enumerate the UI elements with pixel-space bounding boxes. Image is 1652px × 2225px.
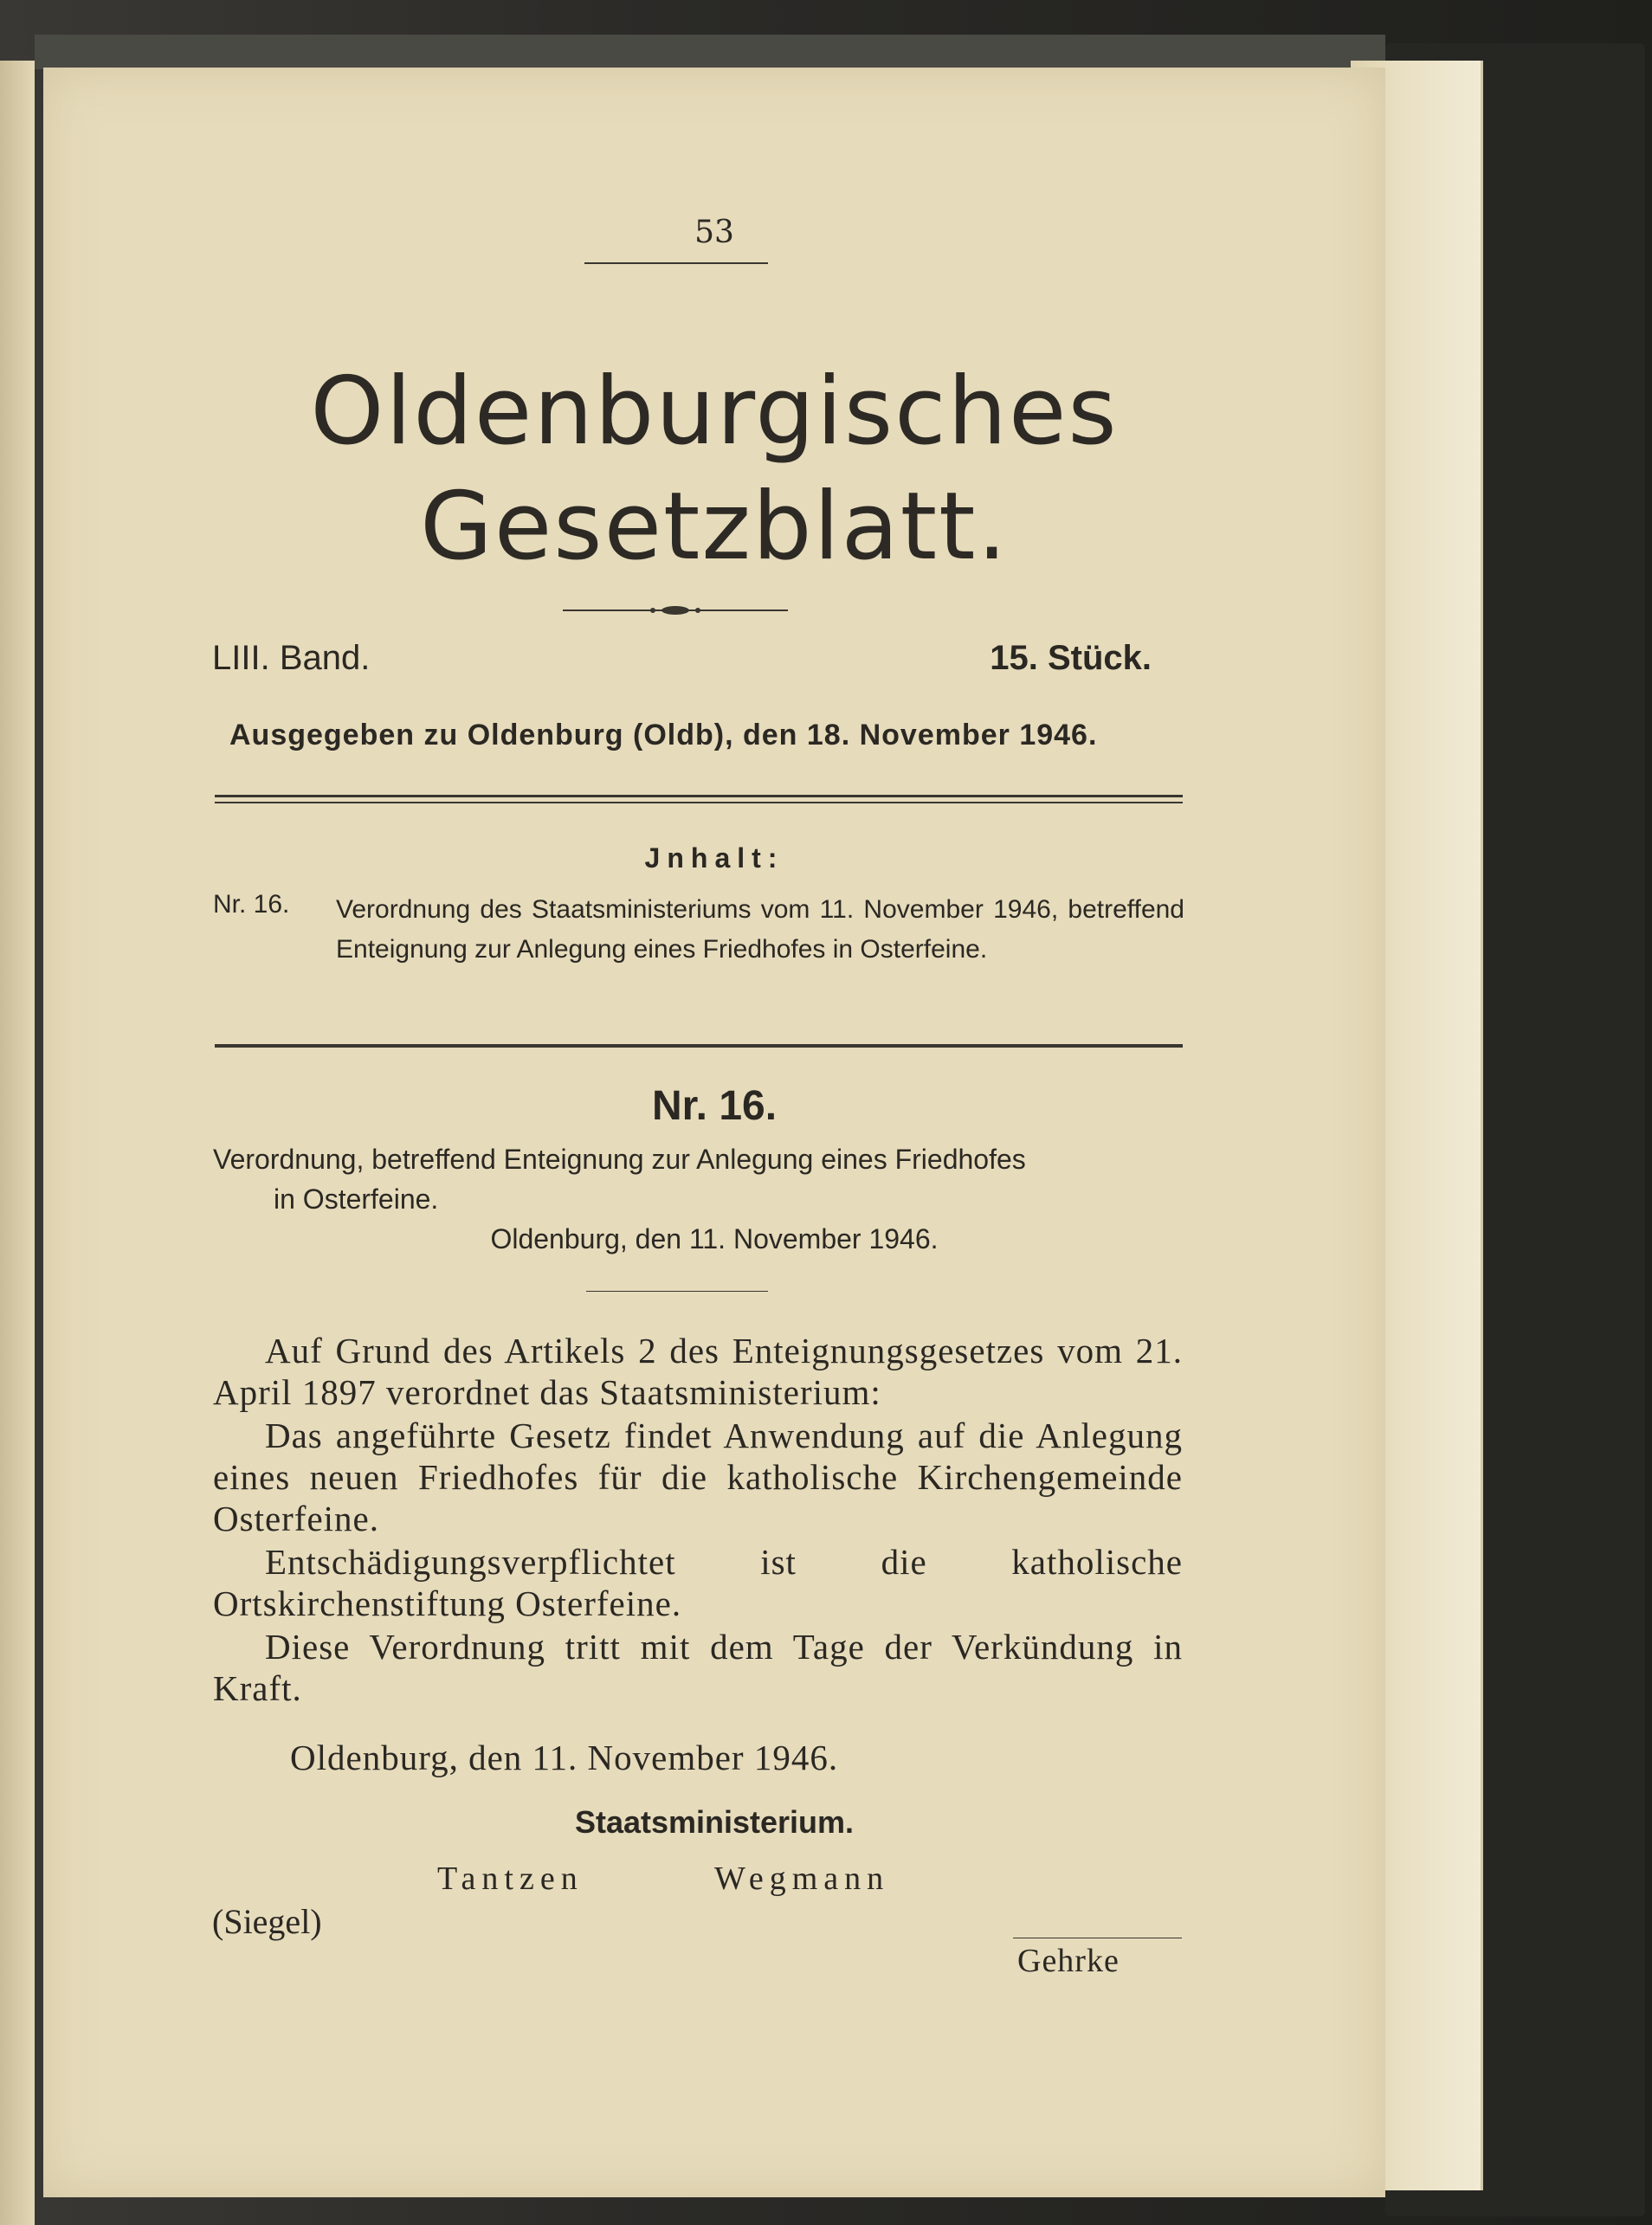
ordinance-body [213,1330,1183,1711]
header-double-rule-top [215,795,1183,797]
seal-note: (Siegel) [212,1902,322,1941]
paragraph-legal-basis: Auf Grund des Artikels 2 des Enteignungsgesetzes vom 21. April 1897 verordnet das Staatsministerium: [213,1331,1183,1412]
document-page [43,68,1385,2197]
paragraph-compensation: Entschädigungsverpflichtet ist die katholische Ortskirchenstiftung Osterfeine. [213,1542,1183,1623]
page-number-rule [584,262,768,264]
signature-date: Oldenburg, den 11. November 1946. [290,1738,839,1777]
issue-label: 15. Stück. [990,639,1152,677]
ordinance-number: Nr. 16. [651,1083,778,1129]
ordinance-title-line-2: in Osterfeine. [274,1183,439,1215]
paragraph-effective: Diese Verordnung tritt mit dem Tage der Verkündung in Kraft. [213,1627,1183,1708]
contents-number: Nr. 16. [213,890,290,919]
signatory-tantzen: Tantzen [437,1861,584,1897]
title-line-2: Gesetzblatt. [420,473,1009,581]
signing-authority: Staatsministerium. [574,1804,855,1840]
ordinance-date-rule [586,1291,768,1292]
ordinance-title-line-1: Verordnung, betreffend Enteignung zur Anlegung eines Friedhofes [213,1144,1026,1175]
title-line-1: Oldenburgisches [310,358,1119,466]
ordinance-date: Oldenburg, den 11. November 1946. [490,1223,939,1254]
left-page-edge [0,61,35,2225]
page-number: 53 [694,215,734,250]
contents-entry: Verordnung des Staatsministeriums vom 11. November 1946, betreffend Enteignung zur Anlegung eines Friedhofes in Osterfeine. [336,895,1184,964]
header-double-rule-bottom [215,802,1183,803]
signatory-gehrke: Gehrke [1017,1943,1120,1979]
title-ornament [563,604,788,616]
paragraph-application: Das angeführte Gesetz findet Anwendung auf die Anlegung eines neuen Friedhofes für die katholische Kirchengemeinde Osterfeine. [213,1416,1183,1538]
contents-rule [215,1044,1183,1048]
contents-heading: Jnhalt: [644,842,784,874]
ordinance-title [213,1139,1183,1219]
issue-date-line: Ausgegeben zu Oldenburg (Oldb), den 18. November 1946. [229,719,1098,751]
signatory-wegmann: Wegmann [714,1861,890,1897]
volume-label: LIII. Band. [212,639,371,677]
binding-top-strip [35,35,1385,69]
